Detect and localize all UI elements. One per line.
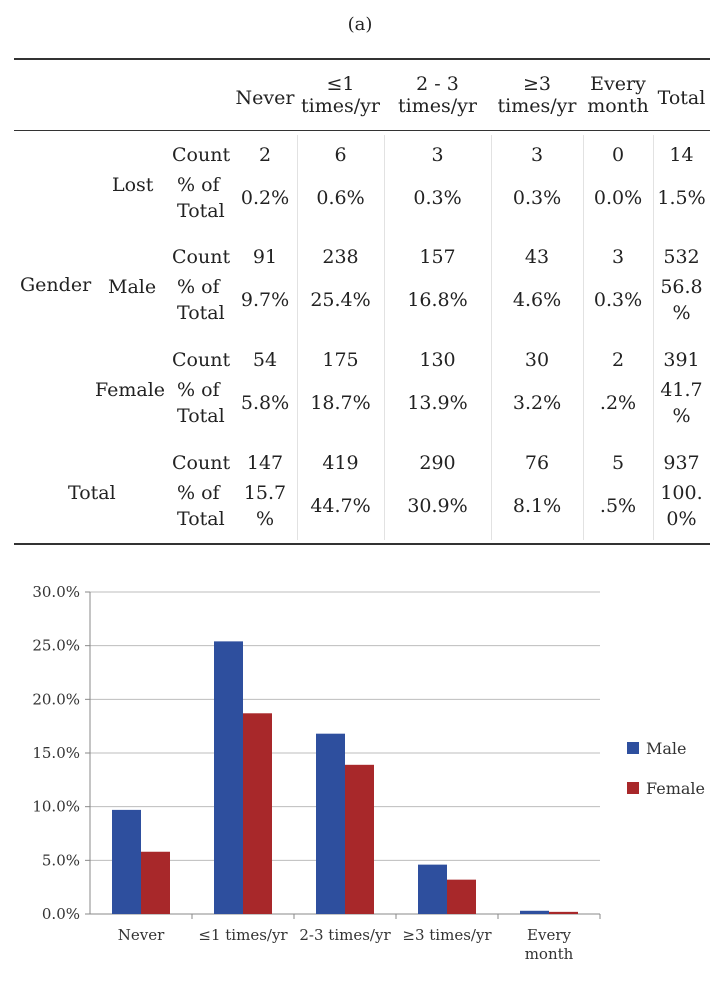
- sub-label-count: Count: [172, 246, 231, 268]
- table-cell-percent: 8.1%: [512, 495, 562, 517]
- bar-male-2: [316, 734, 345, 914]
- row-group-name: Lost: [112, 174, 154, 196]
- sub-label-percent: % of Total: [177, 379, 225, 427]
- row-group-name: Total: [68, 482, 116, 504]
- y-tick-label: 0.0%: [41, 905, 80, 923]
- row-group-name: Male: [108, 276, 157, 298]
- y-tick-label: 30.0%: [32, 583, 80, 601]
- bar-female-2: [345, 765, 374, 914]
- table-cell-percent: 3.2%: [512, 392, 562, 414]
- sub-label-count: Count: [172, 144, 231, 166]
- figure-caption: (a): [347, 14, 373, 35]
- x-tick-label: 2-3 times/yr: [299, 926, 391, 944]
- table-cell-count: 6: [334, 144, 347, 166]
- table-cell-count: 130: [419, 349, 456, 371]
- table-cell-percent: 1.5%: [657, 187, 706, 209]
- table-top-rule: [14, 58, 710, 60]
- table-cell-count: 937: [663, 452, 700, 474]
- table-cell-percent: 44.7%: [310, 495, 371, 517]
- table-cell-percent: 0.2%: [240, 187, 290, 209]
- column-header: ≥3 times/yr: [497, 73, 577, 117]
- table-cell-percent: 0.3%: [413, 187, 462, 209]
- table-cell-count: 238: [322, 246, 359, 268]
- legend-label-male: Male: [646, 739, 687, 758]
- table-cell-count: 3: [530, 144, 544, 166]
- table-cell-count: 532: [663, 246, 700, 268]
- row-group-name: Female: [95, 379, 166, 401]
- table-cell-count: 2: [258, 144, 272, 166]
- bar-female-0: [141, 852, 170, 914]
- column-header: Never: [235, 87, 295, 109]
- table-cell-percent: 41.7 %: [660, 379, 703, 427]
- sub-label-count: Count: [172, 452, 231, 474]
- table-cell-count: 147: [246, 452, 284, 474]
- legend-label-female: Female: [646, 779, 705, 798]
- x-tick-label: ≤1 times/yr: [198, 926, 288, 944]
- table-cell-percent: 15.7 %: [243, 482, 287, 530]
- table-cell-percent: 9.7%: [240, 289, 290, 311]
- sub-label-percent: % of Total: [177, 482, 225, 530]
- table-cell-count: 391: [663, 349, 700, 371]
- bar-female-3: [447, 880, 476, 914]
- table-cell-count: 3: [431, 144, 444, 166]
- table-cell-count: 175: [322, 349, 359, 371]
- table-cell-count: 30: [524, 349, 550, 371]
- table-cell-percent: 30.9%: [407, 495, 468, 517]
- table-cell-percent: 0.6%: [316, 187, 365, 209]
- table-cell-percent: 25.4%: [310, 289, 371, 311]
- x-tick-label: Every: [527, 926, 571, 944]
- bar-male-0: [112, 810, 141, 914]
- table-cell-count: 3: [611, 246, 625, 268]
- sub-label-percent: % of Total: [177, 276, 225, 324]
- column-header: Every month: [587, 73, 649, 117]
- table-cell-count: 43: [524, 246, 550, 268]
- table-cell-count: 419: [322, 452, 359, 474]
- table-cell-count: 91: [252, 246, 278, 268]
- sub-label-count: Count: [172, 349, 231, 371]
- table-cell-percent: .2%: [599, 392, 637, 414]
- y-tick-label: 25.0%: [32, 636, 80, 655]
- table-bottom-rule: [14, 543, 710, 545]
- table-cell-count: 5: [611, 452, 625, 474]
- table-cell-count: 14: [669, 144, 694, 166]
- table-cell-percent: 5.8%: [240, 392, 290, 414]
- y-tick-label: 15.0%: [32, 744, 80, 762]
- table-header-rule: [14, 130, 710, 131]
- legend-swatch-male: [627, 742, 639, 754]
- bar-female-4: [549, 912, 578, 914]
- x-tick-label: ≥3 times/yr: [402, 926, 492, 944]
- legend-swatch-female: [627, 782, 639, 794]
- table-cell-percent: 18.7%: [310, 392, 371, 414]
- table-cell-percent: 0.3%: [593, 289, 643, 311]
- table-cell-percent: .5%: [599, 495, 637, 517]
- table-cell-count: 2: [611, 349, 625, 371]
- x-tick-label: Never: [117, 926, 165, 944]
- x-tick-label: month: [524, 945, 574, 963]
- table-cell-percent: 0.3%: [512, 187, 562, 209]
- table-cell-percent: 13.9%: [407, 392, 468, 414]
- sub-label-percent: % of Total: [177, 174, 225, 222]
- column-header: Total: [657, 87, 706, 109]
- bar-chart: [0, 560, 720, 980]
- table-cell-percent: 0.0%: [593, 187, 643, 209]
- column-header: 2 - 3 times/yr: [398, 73, 477, 117]
- bar-male-3: [418, 865, 447, 914]
- table-cell-percent: 100. 0%: [660, 482, 703, 530]
- column-header: ≤1 times/yr: [301, 73, 380, 117]
- table-cell-count: 0: [611, 144, 625, 166]
- y-tick-label: 10.0%: [32, 797, 80, 816]
- y-tick-label: 5.0%: [41, 851, 80, 870]
- table-cell-percent: 56.8 %: [660, 276, 703, 324]
- bar-male-1: [214, 641, 243, 914]
- table-cell-percent: 4.6%: [512, 289, 562, 311]
- table-cell-count: 76: [524, 452, 550, 474]
- table-cell-count: 157: [419, 246, 456, 268]
- table-cell-count: 54: [252, 349, 278, 371]
- table-cell-percent: 16.8%: [407, 289, 468, 311]
- bar-female-1: [243, 713, 272, 914]
- table-cell-count: 290: [419, 452, 456, 474]
- row-group-label: Gender: [20, 274, 92, 296]
- y-tick-label: 20.0%: [32, 690, 80, 709]
- bar-male-4: [520, 911, 549, 914]
